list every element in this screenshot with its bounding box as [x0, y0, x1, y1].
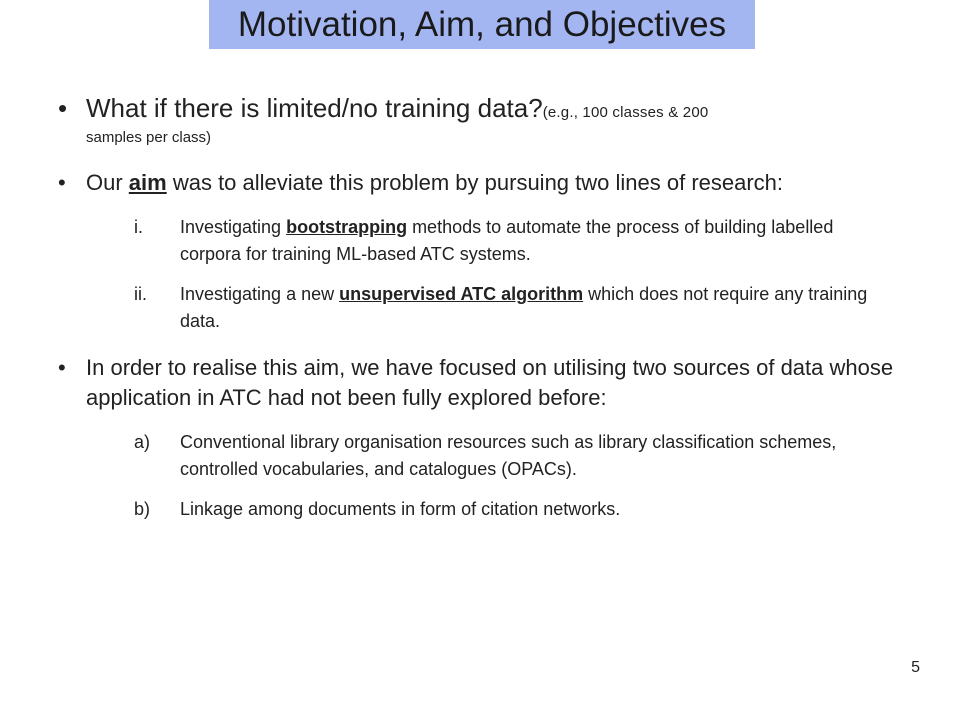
bullet-note-second: samples per class)	[86, 129, 212, 146]
sub-item-text-after: methods to automate the process of building labelled corpora for training ML-based ATC systems.	[180, 217, 834, 264]
bullet-note-first: (e.g., 100 classes & 200	[542, 104, 709, 121]
sub-item-emphasis: unsupervised ATC algorithm	[339, 284, 584, 304]
slide-title: Motivation, Aim, and Objectives	[237, 4, 727, 44]
sub-item-marker: i.	[134, 217, 143, 237]
sub-item-ii	[58, 281, 880, 335]
sub-item-b	[58, 496, 880, 523]
sub-item-emphasis: bootstrapping	[286, 217, 408, 237]
sub-item-i	[58, 214, 880, 268]
slide-content	[58, 93, 898, 523]
sub-item-a	[58, 429, 880, 483]
sub-item-marker: ii.	[134, 284, 147, 304]
bullet-dot: •	[58, 355, 66, 380]
bullet-dot: •	[58, 93, 68, 123]
sub-item-text-before: Investigating a new	[180, 284, 340, 304]
sub-item-text-after: which does not require any training data.	[180, 284, 868, 331]
bullet-text: In order to realise this aim, we have focused on utilising two sources of data whose application in ATC had not been fully explored before:	[86, 355, 894, 410]
bullet-text-before: Our	[86, 170, 129, 195]
bullet-limited-data	[58, 93, 898, 148]
bullet-text-after: was to alleviate this problem by pursuing two lines of research:	[166, 170, 784, 195]
bullet-data-sources	[58, 353, 898, 413]
sub-item-marker: b)	[134, 499, 151, 519]
sub-item-text: Linkage among documents in form of citation networks.	[180, 499, 621, 519]
bullet-dot: •	[58, 170, 66, 195]
bullet-lead-text: What if there is limited/no training data?	[86, 93, 543, 123]
page-number: 5	[911, 659, 920, 676]
bullet-aim	[58, 168, 898, 198]
sub-item-text: Conventional library organisation resources such as library classification schemes, controlled vocabularies, and catalogues (OPACs).	[180, 432, 837, 479]
title-bar	[209, 0, 755, 49]
bullet-emphasis: aim	[128, 170, 167, 195]
sub-item-marker: a)	[134, 432, 151, 452]
sub-item-text-before: Investigating	[180, 217, 287, 237]
